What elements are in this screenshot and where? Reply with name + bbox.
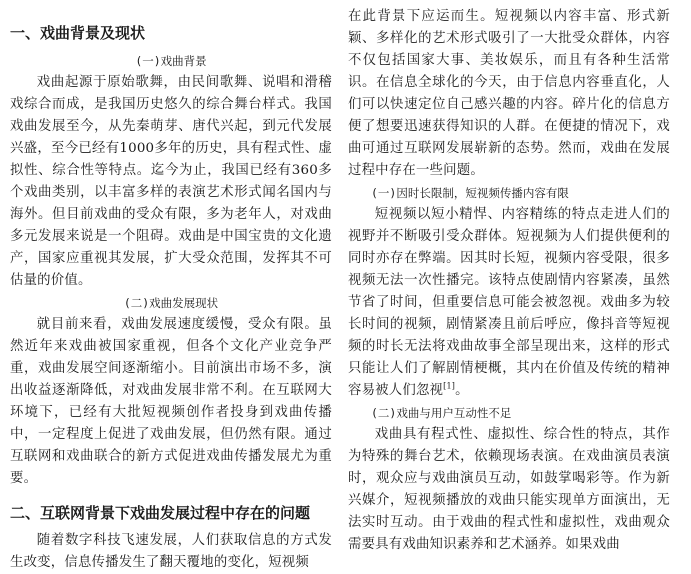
subheading-opera-background: (一)戏曲背景 — [135, 54, 207, 68]
subheading-interaction: (二)戏曲与用户互动性不足 — [371, 406, 512, 420]
section-heading-2: 二、互联网背景下戏曲发展过程中存在的问题 — [10, 504, 311, 522]
paragraph-opera-background: 戏曲起源于原始歌舞，由民间歌舞、说唱和滑稽戏综合而成，是我国历史悠久的综合舞台样式。我国戏曲发展至今，从先秦萌芽、唐代兴起，到元代发展兴盛，至今已经有1000多年的历史，具有程式性、虚拟性、综合性等特点。迄今为止，我国已经有360多个戏曲类别，以丰富多样的表演艺术形式闻名国内与海外。但目前戏曲的受众有限，多为老年人，对戏曲多元发展来说是一个阻碍。戏曲是中国宝贵的文化遗产，国家应重视其发展，扩大受众范围，发挥其不可估量的价值。 — [10, 75, 332, 288]
paragraph-duration-limit-end: 。 — [455, 383, 469, 398]
citation-ref[interactable]: [1] — [443, 381, 456, 391]
section-heading-1: 一、戏曲背景及现状 — [10, 24, 146, 42]
paragraph-internet-intro: 随着数字科技飞速发展，人们获取信息的方式发生改变，信息传播发生了翻天覆地的变化，短视频 — [10, 533, 332, 570]
paragraph-duration-limit-text: 短视频以短小精悍、内容精练的特点走进人们的视野并不断吸引受众群体。短视频为人们提供便利的同时亦存在弊端。因其时长短，视频内容受限，很多视频无法一次性播完。该特点使剧情内容紧凑，虽然节省了时间，但重要信息可能会被忽视。戏曲多为较长时间的视频，剧情紧凑且前后呼应，像抖音等短视频的时长无法将戏曲故事全部呈现出来，这样的形式只能让人们了解剧情梗概，其内在价值及传统的精神容易被人们忽视 — [348, 207, 670, 398]
subheading-duration-limit: (一)因时长限制，短视频传播内容有限 — [371, 186, 569, 200]
left-column — [10, 6, 332, 574]
paragraph-duration-limit — [348, 204, 670, 402]
subheading-opera-status: (二)戏曲发展现状 — [123, 296, 219, 310]
paragraph-short-video-context: 在此背景下应运而生。短视频以内容丰富、形式新颖、多样化的艺术形式吸引了一大批受众群体，内容不仅包括国家大事、美妆娱乐，而且有各种生活常识。在信息全球化的今天，由于信息内容垂直化，人们可以快速定位自己感兴趣的内容。碎片化的信息方便了想要迅速获得知识的人群。在便捷的情况下，戏曲可通过互联网发展崭新的态势。然而，戏曲在发展过程中存在一些问题。 — [348, 9, 670, 178]
right-column — [348, 6, 670, 556]
paragraph-interaction: 戏曲具有程式性、虚拟性、综合性的特点，其作为特殊的舞台艺术，依赖现场表演。在戏曲演员表演时，观众应与戏曲演员互动，如鼓掌喝彩等。作为新兴媒介，短视频播放的戏曲只能实现单方面演出，无法实时互动。由于戏曲的程式性和虚拟性，戏曲观众需要具有戏曲知识素养和艺术涵养。如果戏曲 — [348, 427, 670, 552]
paragraph-opera-status: 就目前来看，戏曲发展速度缓慢，受众有限。虽然近年来戏曲被国家重视，但各个文化产业竞争严重，戏曲发展空间逐渐缩小。目前演出市场不多，演出收益逐渐降低，对戏曲发展非常不利。在互联网大环境下，已经有大批短视频创作者投身到戏曲传播中，一定程度上促进了戏曲发展，但仍然有限。通过互联网和戏曲联合的新方式促进戏曲传播发展尤为重要。 — [10, 317, 332, 486]
